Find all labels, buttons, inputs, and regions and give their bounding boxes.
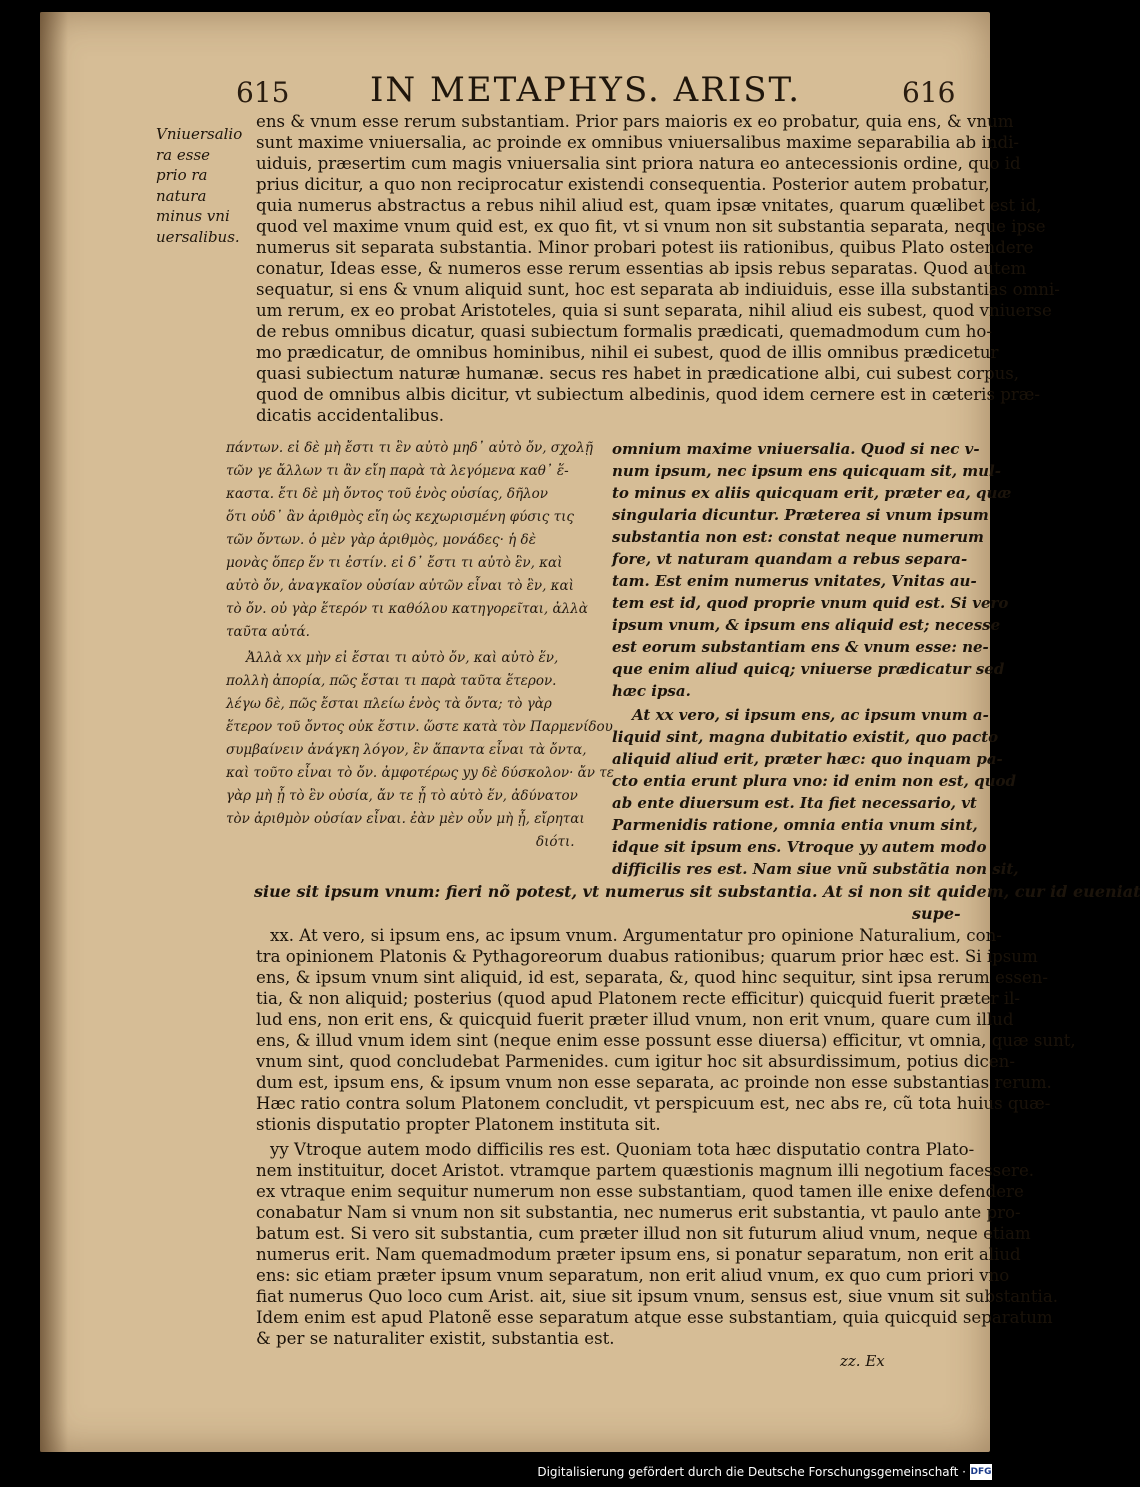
greek-line: μονὰς ὅπερ ἕν τι ἐστίν. εἰ δ᾽ ἔστι τι αὐτὸ ἓν, καὶ xyxy=(226,555,563,571)
greek-line: πάντων. εἰ δὲ μὴ ἔστι τι ἓν αὐτὸ μηδ᾽ αὐτὸ ὄν, σχολῇ xyxy=(226,440,593,456)
greek-line: αὐτὸ ὄν, ἀναγκαῖον οὐσίαν αὐτῶν εἶναι τὸ ἓν, καὶ xyxy=(226,578,574,594)
latin-line: liquid sint, magna dubitatio existit, quo pacto xyxy=(612,728,999,746)
body-line: quia numerus abstractus a rebus nihil aliud est, quam ipsæ vnitates, quarum quælibet est id, xyxy=(256,196,1042,215)
latin-line: est eorum substantiam ens & vnum esse: ne- xyxy=(612,638,989,656)
commentary-line: ens, & ipsum vnum sint aliquid, id est, separata, &, quod hinc sequitur, sint ipsa rerum essen- xyxy=(256,968,1048,987)
commentary-line: conabatur Nam si vnum non sit substantia, nec numerus erit substantia, vt paulo ante pro- xyxy=(256,1203,1021,1222)
page-gutter-shadow xyxy=(40,12,68,1452)
running-title: IN METAPHYS. ARIST. xyxy=(370,70,802,110)
latin-line: ipsum vnum, & ipsum ens aliquid est; necesse xyxy=(612,616,1001,634)
commentary-line: Idem enim est apud Platonẽ esse separatum atque esse substantiam, quia quicquid separatum xyxy=(256,1308,1053,1327)
greek-line: ὅτι οὐδ᾽ ἂν ἀριθμὸς εἴη ὡς κεχωρισμένη φύσις τις xyxy=(226,509,574,525)
greek-line: τῶν γε ἄλλων τι ἂν εἴη παρὰ τὰ λεγόμενα καθ᾽ ἕ- xyxy=(226,463,569,479)
greek-line: καὶ τοῦτο εἶναι τὸ ὄν. ἀμφοτέρως yy δὲ δύσκολον· ἄν τε xyxy=(226,765,615,781)
greek-line: Ἀλλὰ xx μὴν εἰ ἔσται τι αὐτὸ ὄν, καὶ αὐτὸ ἕν, xyxy=(246,650,559,666)
commentary-line: ex vtraque enim sequitur numerum non esse substantiam, quod tamen ille enixe defendere xyxy=(256,1182,1024,1201)
body-line: quod de omnibus albis dicitur, vt subiectum albedinis, quod idem cernere est in cæteris præ- xyxy=(256,385,1041,404)
greek-line: γὰρ μὴ ᾖ τὸ ἓν οὐσία, ἄν τε ᾖ τὸ αὐτὸ ἕν, ἀδύνατον xyxy=(226,788,578,804)
margin-note: Vniuersalio ra esse prio ra natura minus vni uersalibus. xyxy=(156,125,243,246)
latin-line: Parmenidis ratione, omnia entia vnum sint, xyxy=(612,816,978,834)
latin-line: num ipsum, nec ipsum ens quicquam sit, mul- xyxy=(612,462,1001,480)
greek-line: ταῦτα αὐτά. xyxy=(226,624,310,640)
greek-line: ἕτερον τοῦ ὄντος οὐκ ἔστιν. ὥστε κατὰ τὸν Παρμενίδου xyxy=(226,719,613,735)
commentary-line: xx. At vero, si ipsum ens, ac ipsum vnum. Argumentatur pro opinione Naturalium, con- xyxy=(270,926,1002,945)
body-line: ens & vnum esse rerum substantiam. Prior pars maioris ex eo probatur, quia ens, & vnum xyxy=(256,112,1014,131)
commentary-line: dum est, ipsum ens, & ipsum vnum non esse separata, ac proinde non esse substantias rerum. xyxy=(256,1073,1052,1092)
greek-line: συμβαίνειν ἀνάγκη λόγον, ἓν ἅπαντα εἶναι τὰ ὄντα, xyxy=(226,742,587,758)
commentary-line: tra opinionem Platonis & Pythagoreorum duabus rationibus; quarum prior hæc est. Si ipsum xyxy=(256,947,1038,966)
latin-line: At xx vero, si ipsum ens, ac ipsum vnum a- xyxy=(632,706,989,724)
commentary-line: nem instituitur, docet Aristot. vtramque partem quæstionis magnum illi negotium facessere. xyxy=(256,1161,1035,1180)
latin-line: idque sit ipsum ens. Vtroque yy autem modo xyxy=(612,838,987,856)
page-number-right: 616 xyxy=(902,76,956,109)
commentary-line: vnum sint, quod concludebat Parmenides. cum igitur hoc sit absurdissimum, potius dicen- xyxy=(256,1052,1015,1071)
commentary-line: batum est. Si vero sit substantia, cum præter illud non sit futurum aliud vnum, neque etiam xyxy=(256,1224,1031,1243)
commentary-line: tia, & non aliquid; posterius (quod apud Platonem recte efficitur) quicquid fuerit præter il- xyxy=(256,989,1021,1008)
page-number-left: 615 xyxy=(236,76,290,109)
body-line: quod vel maxime vnum quid est, ex quo fit, vt si vnum non sit substantia separata, neque ipse xyxy=(256,217,1046,236)
body-line: numerus sit separata substantia. Minor probari potest iis rationibus, quibus Plato ostendere xyxy=(256,238,1034,257)
commentary-line: & per se naturaliter existit, substantia est. xyxy=(256,1329,615,1348)
latin-line: to minus ex aliis quicquam erit, præter ea, quæ xyxy=(612,484,1012,502)
greek-line: πολλὴ ἀπορία, πῶς ἔσται τι παρὰ ταῦτα ἕτερον. xyxy=(226,673,557,689)
latin-line: que enim aliud quicq; vniuerse prædicatur sed xyxy=(612,660,1005,678)
commentary-line: stionis disputatio propter Platonem instituta sit. xyxy=(256,1115,661,1134)
latin-line: difficilis res est. Nam siue vnũ substãtia non sit, xyxy=(612,860,1019,878)
body-line: sunt maxime vniuersalia, ac proinde ex omnibus vniuersalibus maxime separabilia ab indi- xyxy=(256,133,1019,152)
body-line: mo prædicatur, de omnibus hominibus, nihil ei subest, quod de illis omnibus prædicetur xyxy=(256,343,999,362)
commentary-line: lud ens, non erit ens, & quicquid fuerit præter illud vnum, non erit vnum, quare cum illud xyxy=(256,1010,1014,1029)
footer-credit: Digitalisierung gefördert durch die Deutsche Forschungsgemeinschaft · xyxy=(537,1465,966,1479)
latin-line: aliquid aliud erit, præter hæc: quo inquam pa- xyxy=(612,750,1003,768)
latin-line: cto entia erunt plura vno: id enim non est, quod xyxy=(612,772,1016,790)
greek-line: λέγω δὲ, πῶς ἔσται πλείω ἑνὸς τὰ ὄντα; τὸ γὰρ xyxy=(226,696,552,712)
commentary-line: ens: sic etiam præter ipsum vnum separatum, non erit aliud vnum, ex quo cum priori vno xyxy=(256,1266,1010,1285)
latin-line: substantia non est: constat neque numerum xyxy=(612,528,984,546)
catchword: zz. Ex xyxy=(840,1352,885,1370)
page-header xyxy=(40,70,990,114)
latin-line: tem est id, quod proprie vnum quid est. Si vero xyxy=(612,594,1009,612)
greek-line: τὸ ὄν. οὐ γὰρ ἕτερόν τι καθόλου κατηγορεῖται, ἀλλὰ xyxy=(226,601,588,617)
book-page xyxy=(40,12,1140,1452)
commentary-line: ens, & illud vnum idem sint (neque enim esse possunt esse diuersa) efficitur, vt omnia, quæ sunt, xyxy=(256,1031,1076,1050)
greek-line: καστα. ἔτι δὲ μὴ ὄντος τοῦ ἑνὸς οὐσίας, δῆλον xyxy=(226,486,548,502)
body-line: de rebus omnibus dicatur, quasi subiectum formalis prædicati, quemadmodum cum ho- xyxy=(256,322,993,341)
latin-line: tam. Est enim numerus vnitates, Vnitas au- xyxy=(612,572,977,590)
latin-full-line: siue sit ipsum vnum: fieri nõ potest, vt numerus sit substantia. At si non sit quidem, cur id eueniat xyxy=(254,882,1140,901)
greek-line: τὸν ἀριθμὸν οὐσίαν εἶναι. ἐὰν μὲν οὖν μὴ ᾖ, εἴρηται xyxy=(226,811,585,827)
body-line: prius dicitur, a quo non reciprocatur existendi consequentia. Posterior autem probatur, xyxy=(256,175,990,194)
commentary-line: numerus erit. Nam quemadmodum præter ipsum ens, si ponatur separatum, non erit aliud xyxy=(256,1245,1021,1264)
dfg-logo: DFG xyxy=(970,1464,992,1480)
commentary-line: fiat numerus Quo loco cum Arist. ait, siue sit ipsum vnum, sensus est, siue vnum sit substantia. xyxy=(256,1287,1058,1306)
body-line: dicatis accidentalibus. xyxy=(256,406,445,425)
latin-line: fore, vt naturam quandam a rebus separa- xyxy=(612,550,968,568)
greek-line: διότι. xyxy=(536,834,575,850)
latin-line: hæc ipsa. xyxy=(612,682,691,700)
body-line: conatur, Ideas esse, & numeros esse rerum essentias ab ipsis rebus separatas. Quod autem xyxy=(256,259,1027,278)
latin-line: singularia dicuntur. Præterea si vnum ipsum xyxy=(612,506,989,524)
commentary-line: Hæc ratio contra solum Platonem concludit, vt perspicuum est, nec abs re, cũ tota huius quæ- xyxy=(256,1094,1051,1113)
body-line: sequatur, si ens & vnum aliquid sunt, hoc est separata ab indiuiduis, esse illa substantias omni- xyxy=(256,280,1060,299)
greek-line: τῶν ὄντων. ὁ μὲν γὰρ ἀριθμὸς, μονάδες· ἡ δὲ xyxy=(226,532,536,548)
latin-line: ab ente diuersum est. Ita fiet necessario, vt xyxy=(612,794,977,812)
body-line: quasi subiectum naturæ humanæ. secus res habet in prædicatione albi, cui subest corpus, xyxy=(256,364,1020,383)
body-line: uiduis, præsertim cum magis vniuersalia sint priora natura eo antecessionis ordine, quo id xyxy=(256,154,1021,173)
body-line: um rerum, ex eo probat Aristoteles, quia si sunt separata, nihil aliud eis subest, quod vniuerse xyxy=(256,301,1052,320)
latin-line: omnium maxime vniuersalia. Quod si nec v- xyxy=(612,440,980,458)
latin-full-line-end: supe- xyxy=(912,904,961,923)
commentary-line: yy Vtroque autem modo difficilis res est. Quoniam tota hæc disputatio contra Plato- xyxy=(270,1140,975,1159)
